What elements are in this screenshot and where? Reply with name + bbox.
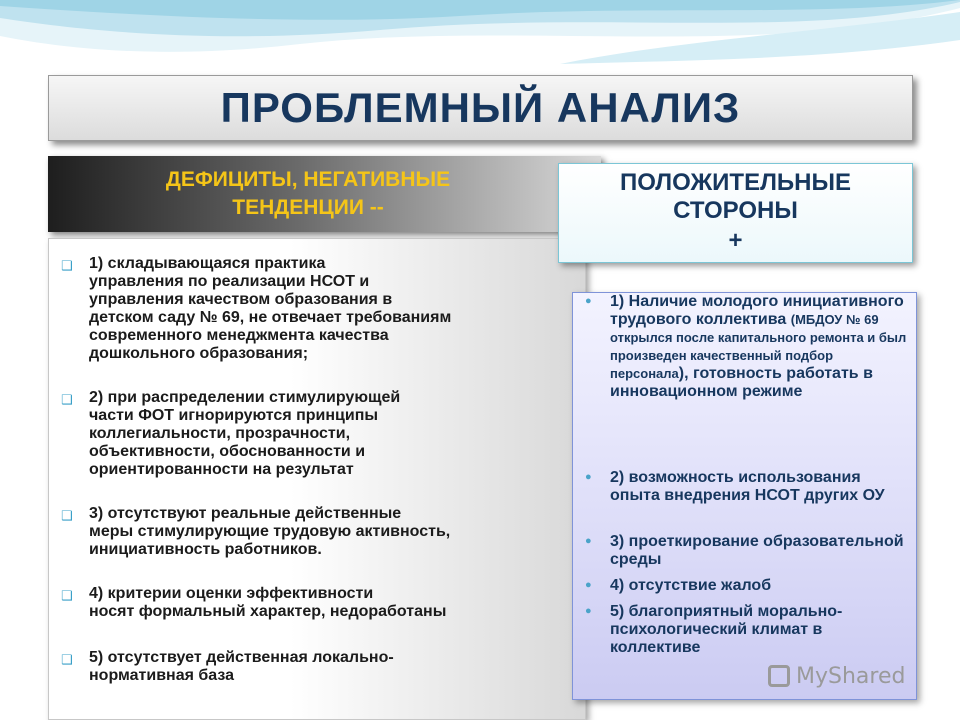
title-box [48,75,913,141]
watermark [768,658,938,694]
negative-item-text: 1) складывающаяся практика управления по реализации НСОТ и управления качеством образования в детском саду № 69, не отвечает требованиям современного менеджмента качества дошкольного образования; [89,255,452,362]
positives-header-line2: СТОРОНЫ [673,197,798,224]
watermark-text: MyShared [796,663,906,689]
negatives-panel [48,238,586,720]
positives-header-line1: ПОЛОЖИТЕЛЬНЫЕ [619,169,852,196]
positive-item-text: 2) возможность использования опыта внедрения НСОТ других ОУ [610,469,885,504]
positive-item-text: 5) благоприятный морально-психологический климат в коллективе [610,603,843,656]
positives-panel [572,292,917,700]
positives-header [558,163,913,263]
square-bullet-icon: ❑ [61,652,73,667]
dot-bullet-icon: ● [585,579,592,591]
positive-item [573,577,913,595]
positive-item [573,603,913,657]
positives-header-plus: + [728,227,743,254]
negative-item-text: 4) критерии оценки эффективности носят формальный характер, недоработаны [89,585,447,620]
positive-item-note: (МБДОУ № 69 открылся после капитального ремонта и был произведен качественный подбор персонала [610,312,907,381]
positive-item [573,533,913,569]
negative-item [49,505,609,559]
negatives-header-line2: ТЕНДЕНЦИИ -- [232,196,384,219]
negative-item-text: 3) отсутствуют реальные действенные меры стимулирующие трудовую активность, инициативность работников. [89,505,451,558]
negative-item-text: 5) отсутствует действенная локально- нормативная база [89,649,394,684]
positive-item-text: 4) отсутствие жалоб [610,577,772,594]
negative-item [49,389,609,479]
negative-item-text: 2) при распределении стимулирующей части ФОТ игнорируются принципы коллегиальности, прозрачности, объективности, обоснованности и ориентированности на результат [89,389,401,478]
positive-item-text: 3) проеткирование образовательной среды [610,533,904,568]
dot-bullet-icon: ● [585,471,592,483]
square-bullet-icon: ❑ [61,508,73,523]
dot-bullet-icon: ● [585,295,592,307]
myshared-logo-icon [768,665,790,687]
negatives-header [48,156,601,232]
square-bullet-icon: ❑ [61,588,73,603]
negative-item [49,255,609,363]
positive-item [573,293,913,401]
negative-item [49,649,609,685]
positive-item [573,469,913,505]
square-bullet-icon: ❑ [61,392,73,407]
square-bullet-icon: ❑ [61,258,73,273]
negative-item [49,585,609,621]
positive-item-text: 1) Наличие молодого инициативного трудового коллектива [610,293,904,328]
dot-bullet-icon: ● [585,605,592,617]
dot-bullet-icon: ● [585,535,592,547]
positive-item-text-end: ), готовность работать в инновационном режиме [610,365,873,400]
slide-title: ПРОБЛЕМНЫЙ АНАЛИЗ [220,84,741,131]
negatives-header-line1: ДЕФИЦИТЫ, НЕГАТИВНЫЕ [165,168,451,191]
